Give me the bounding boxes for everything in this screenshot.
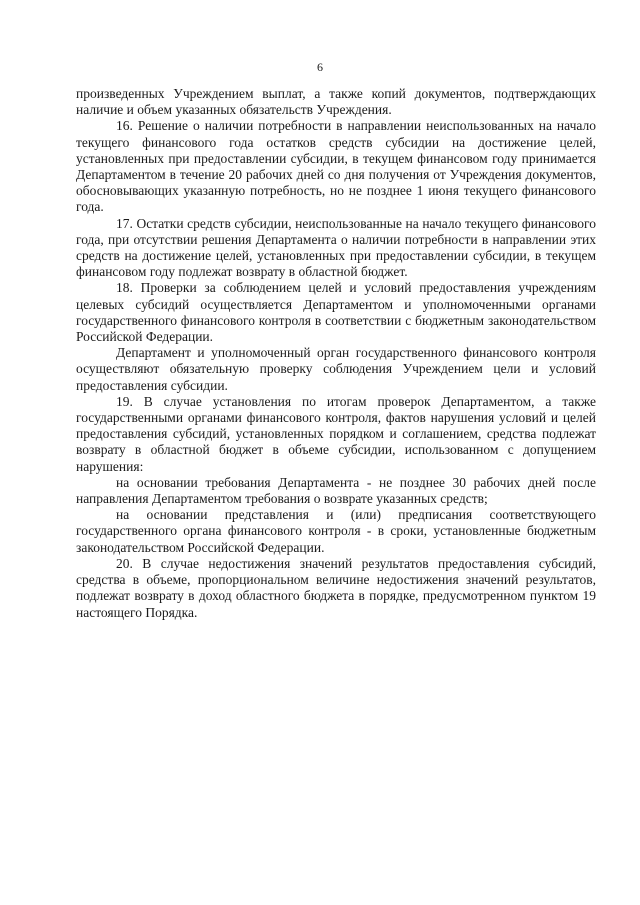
document-body bbox=[76, 86, 596, 621]
paragraph-continuation: произведенных Учреждением выплат, а также копий документов, подтверждающих наличие и объем указанных обязательств Учреждения. bbox=[76, 86, 596, 118]
paragraph-clause-19-item-control-body: на основании представления и (или) предписания соответствующего государственного органа финансового контроля - в сроки, установленные бюджетным законодательством Российской Федерации. bbox=[76, 507, 596, 555]
paragraph-clause-20: 20. В случае недостижения значений результатов предоставления субсидий, средства в объеме, пропорциональном величине недостижения значений результатов, подлежат возврату в доход областного бюджета в порядке, предусмотренном пунктом 19 настоящего Порядка. bbox=[76, 555, 596, 620]
paragraph-clause-19-item-department: на основании требования Департамента - не позднее 30 рабочих дней после направления Департаментом требования о возврате указанных средств; bbox=[76, 474, 596, 507]
paragraph-clause-16: 16. Решение о наличии потребности в направлении неиспользованных на начало текущего финансового года остатков средств субсидии на достижение целей, установленных при предоставлении субсидии, в текущем финансовом году принимается Департаментом в течение 20 рабочих дней со дня получения от Учреждения документов, обосновывающих указанную потребность, но не позднее 1 июня текущего финансового года. bbox=[76, 118, 596, 215]
paragraph-clause-18: 18. Проверки за соблюдением целей и условий предоставления учреждениям целевых субсидий осуществляется Департаментом и уполномоченными органами государственного финансового контроля в соответствии с бюджетным законодательством Российской Федерации. bbox=[76, 280, 596, 345]
paragraph-clause-19: 19. В случае установления по итогам проверок Департаментом, а также государственными органами финансового контроля, фактов нарушения условий и целей предоставления субсидий, установленных порядком и соглашением, средства подлежат возврату в областной бюджет в объеме субсидии, использованном с допущением нарушения: bbox=[76, 393, 596, 474]
paragraph-clause-17: 17. Остатки средств субсидии, неиспользованные на начало текущего финансового года, при отсутствии решения Департамента о наличии потребности в направлении этих средств на достижение целей, установленных при предоставлении субсидии, в текущем финансовом году подлежат возврату в областной бюджет. bbox=[76, 215, 596, 280]
page-number: 6 bbox=[317, 60, 323, 74]
paragraph-clause-18-verification: Департамент и уполномоченный орган государственного финансового контроля осуществляют обязательную проверку соблюдения Учреждением цели и условий предоставления субсидии. bbox=[76, 345, 596, 393]
